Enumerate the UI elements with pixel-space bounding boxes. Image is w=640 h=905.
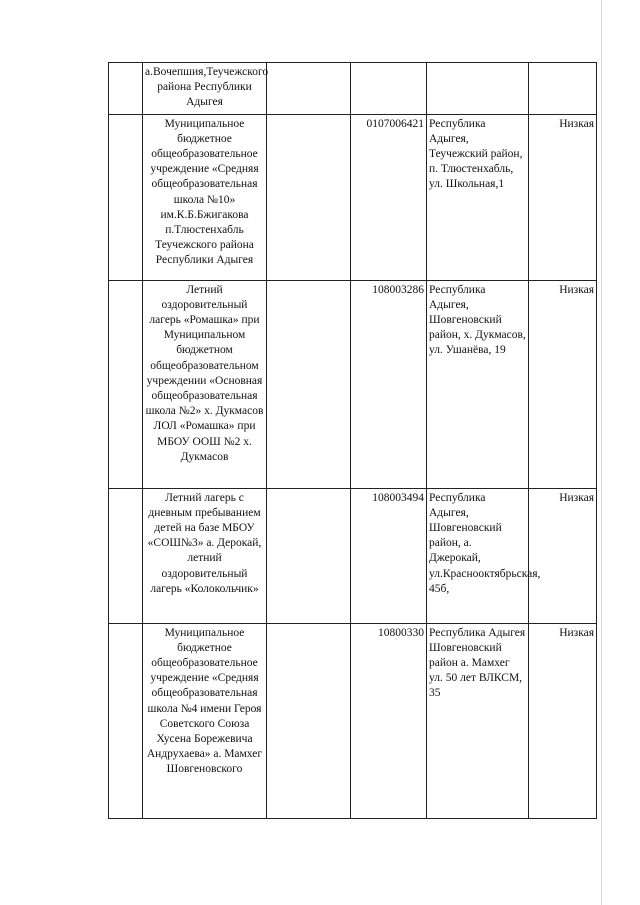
risk-level-cell: Низкая [529, 114, 597, 280]
risk-level-cell: Низкая [529, 623, 597, 818]
address-cell: Республика Адыгея Шовгеновский район а. Мамхег ул. 50 лет ВЛКСМ, 35 [427, 623, 529, 818]
organization-name-cell: а.Вочепшия,Теучежского района Республики Адыгея [143, 63, 267, 115]
number-cell [109, 623, 143, 818]
empty-cell [267, 63, 351, 115]
organization-name-cell: Муниципальное бюджетное общеобразовательное учреждение «Средняя общеобразовательная школа №10» им.К.Б.Бжигакова п.Тлюстенхабль Теучежского района Республики Адыгея [143, 114, 267, 280]
address-cell: Республика Адыгея, Теучежский район, п. Тлюстенхабль, ул. Школьная,1 [427, 114, 529, 280]
organization-name-cell: Муниципальное бюджетное общеобразовательное учреждение «Средняя общеобразовательная школа №4 имени Героя Советского Союза Хусена Борежевича Андрухаева» а. Мамхег Шовгеновского [143, 623, 267, 818]
inn-cell [351, 63, 427, 115]
organization-name-cell: Летний оздоровительный лагерь «Ромашка» при Муниципальном бюджетном общеобразовательном учреждении «Основная общеобразовательная школа №2» х. Дукмасов ЛОЛ «Ромашка» при МБОУ ООШ №2 х. Дукмасов [143, 280, 267, 488]
table-row [109, 114, 597, 280]
empty-cell [267, 623, 351, 818]
table-row [109, 63, 597, 115]
table-row [109, 280, 597, 488]
empty-cell [267, 114, 351, 280]
organization-name-cell: Летний лагерь с дневным пребыванием детей на базе МБОУ «СОШ№3» а. Дерокай, летний оздоровительный лагерь «Колокольчик» [143, 488, 267, 623]
empty-cell [267, 488, 351, 623]
inn-cell: 108003494 [351, 488, 427, 623]
number-cell [109, 114, 143, 280]
number-cell [109, 63, 143, 115]
risk-level-cell [529, 63, 597, 115]
address-cell [427, 63, 529, 115]
inn-cell: 0107006421 [351, 114, 427, 280]
empty-cell [267, 280, 351, 488]
risk-level-cell: Низкая [529, 280, 597, 488]
registry-table [108, 62, 597, 819]
number-cell [109, 280, 143, 488]
table-row [109, 623, 597, 818]
number-cell [109, 488, 143, 623]
address-cell: Республика Адыгея, Шовгеновский район, х. Дукмасов, ул. Ушанёва, 19 [427, 280, 529, 488]
inn-cell: 10800330 [351, 623, 427, 818]
risk-level-cell: Низкая [529, 488, 597, 623]
table-row [109, 488, 597, 623]
inn-cell: 108003286 [351, 280, 427, 488]
address-cell: Республика Адыгея, Шовгеновский район, а. Джерокай, ул.Краснооктябрьская, 45б, [427, 488, 529, 623]
scan-edge-line [601, 0, 602, 905]
